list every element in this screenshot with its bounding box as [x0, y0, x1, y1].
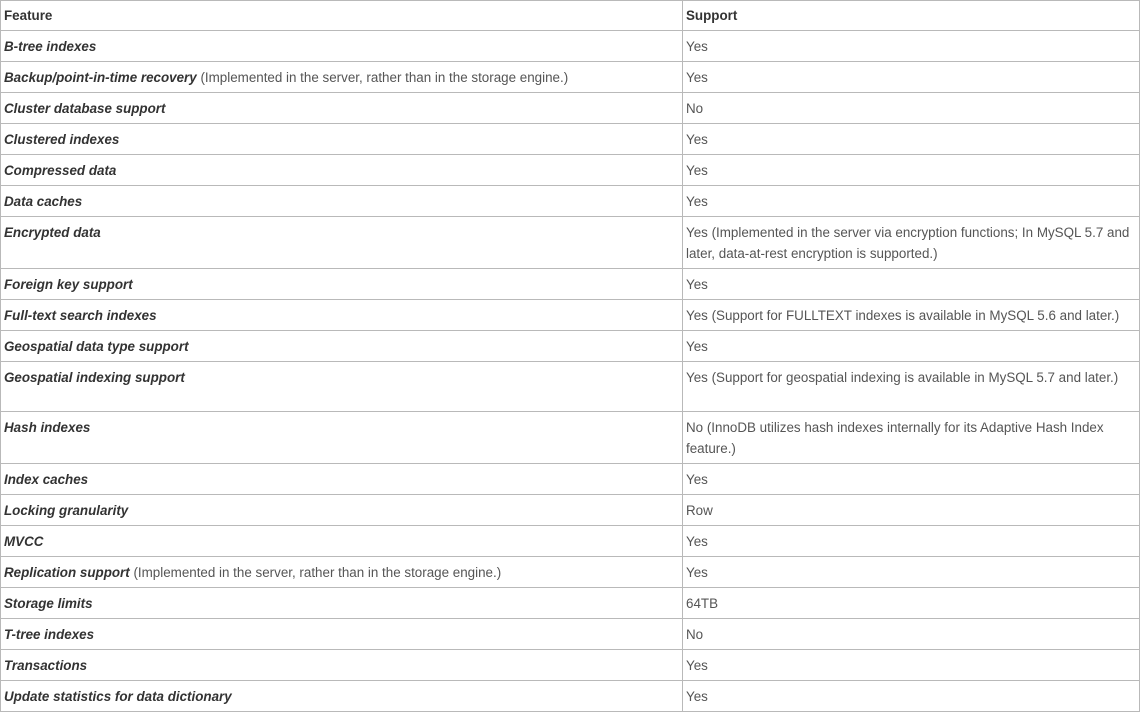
feature-name: Data caches	[4, 194, 83, 209]
support-cell: Yes	[683, 557, 1140, 588]
feature-cell	[1, 331, 683, 362]
support-cell: Yes	[683, 31, 1140, 62]
feature-cell	[1, 412, 683, 464]
feature-name: Compressed data	[4, 163, 117, 178]
feature-name: Transactions	[4, 658, 88, 673]
table-row	[1, 495, 1140, 526]
feature-cell	[1, 526, 683, 557]
feature-name: Update statistics for data dictionary	[4, 689, 232, 704]
feature-name: MVCC	[4, 534, 44, 549]
column-header-feature: Feature	[1, 1, 683, 31]
table-row	[1, 186, 1140, 217]
feature-cell	[1, 269, 683, 300]
support-cell: No (InnoDB utilizes hash indexes internally for its Adaptive Hash Index feature.)	[683, 412, 1140, 464]
table-row	[1, 124, 1140, 155]
feature-cell	[1, 124, 683, 155]
support-cell: No	[683, 619, 1140, 650]
feature-note: (Implemented in the server, rather than in the storage engine.)	[129, 565, 502, 580]
table-row	[1, 300, 1140, 331]
support-cell: Yes	[683, 526, 1140, 557]
support-cell: Yes	[683, 62, 1140, 93]
support-cell: Yes	[683, 331, 1140, 362]
feature-cell	[1, 186, 683, 217]
table-row	[1, 619, 1140, 650]
feature-name: Clustered indexes	[4, 132, 120, 147]
feature-note: (Implemented in the server, rather than in the storage engine.)	[196, 70, 569, 85]
table-header-row	[1, 1, 1140, 31]
feature-cell	[1, 495, 683, 526]
support-cell: Yes	[683, 269, 1140, 300]
feature-cell	[1, 557, 683, 588]
feature-name: Geospatial data type support	[4, 339, 189, 354]
table-row	[1, 155, 1140, 186]
table-row	[1, 31, 1140, 62]
feature-name: Index caches	[4, 472, 89, 487]
feature-name: Backup/point-in-time recovery	[4, 70, 197, 85]
feature-cell	[1, 464, 683, 495]
support-cell: Yes	[683, 124, 1140, 155]
feature-cell	[1, 217, 683, 269]
feature-name: Foreign key support	[4, 277, 133, 292]
support-cell: 64TB	[683, 588, 1140, 619]
table-row	[1, 62, 1140, 93]
feature-name: Encrypted data	[4, 225, 101, 240]
support-cell: Yes (Support for FULLTEXT indexes is available in MySQL 5.6 and later.)	[683, 300, 1140, 331]
support-cell: Yes	[683, 650, 1140, 681]
column-header-support: Support	[683, 1, 1140, 31]
support-cell: Yes	[683, 681, 1140, 712]
table-row	[1, 526, 1140, 557]
feature-cell	[1, 588, 683, 619]
feature-cell	[1, 155, 683, 186]
feature-cell	[1, 681, 683, 712]
table-row	[1, 362, 1140, 412]
feature-name: Replication support	[4, 565, 130, 580]
feature-cell	[1, 93, 683, 124]
table-row	[1, 93, 1140, 124]
support-cell: Yes (Implemented in the server via encryption functions; In MySQL 5.7 and later, data-at-rest encryption is supported.)	[683, 217, 1140, 269]
feature-name: Geospatial indexing support	[4, 370, 185, 385]
table-row	[1, 331, 1140, 362]
support-cell: Yes	[683, 186, 1140, 217]
table-row	[1, 681, 1140, 712]
feature-name: T-tree indexes	[4, 627, 95, 642]
table-row	[1, 217, 1140, 269]
support-cell: Yes	[683, 155, 1140, 186]
feature-name: Full-text search indexes	[4, 308, 157, 323]
feature-cell	[1, 31, 683, 62]
table-row	[1, 464, 1140, 495]
support-cell: Yes	[683, 464, 1140, 495]
feature-name: Cluster database support	[4, 101, 166, 116]
table-row	[1, 588, 1140, 619]
support-cell: No	[683, 93, 1140, 124]
table-row	[1, 412, 1140, 464]
table-row	[1, 557, 1140, 588]
feature-cell	[1, 300, 683, 331]
feature-name: B-tree indexes	[4, 39, 97, 54]
feature-name: Storage limits	[4, 596, 93, 611]
support-cell: Row	[683, 495, 1140, 526]
feature-cell	[1, 362, 683, 412]
table-row	[1, 650, 1140, 681]
feature-cell	[1, 650, 683, 681]
support-cell: Yes (Support for geospatial indexing is available in MySQL 5.7 and later.)	[683, 362, 1140, 412]
feature-cell	[1, 619, 683, 650]
feature-name: Locking granularity	[4, 503, 129, 518]
feature-cell	[1, 62, 683, 93]
feature-name: Hash indexes	[4, 420, 91, 435]
table-row	[1, 269, 1140, 300]
